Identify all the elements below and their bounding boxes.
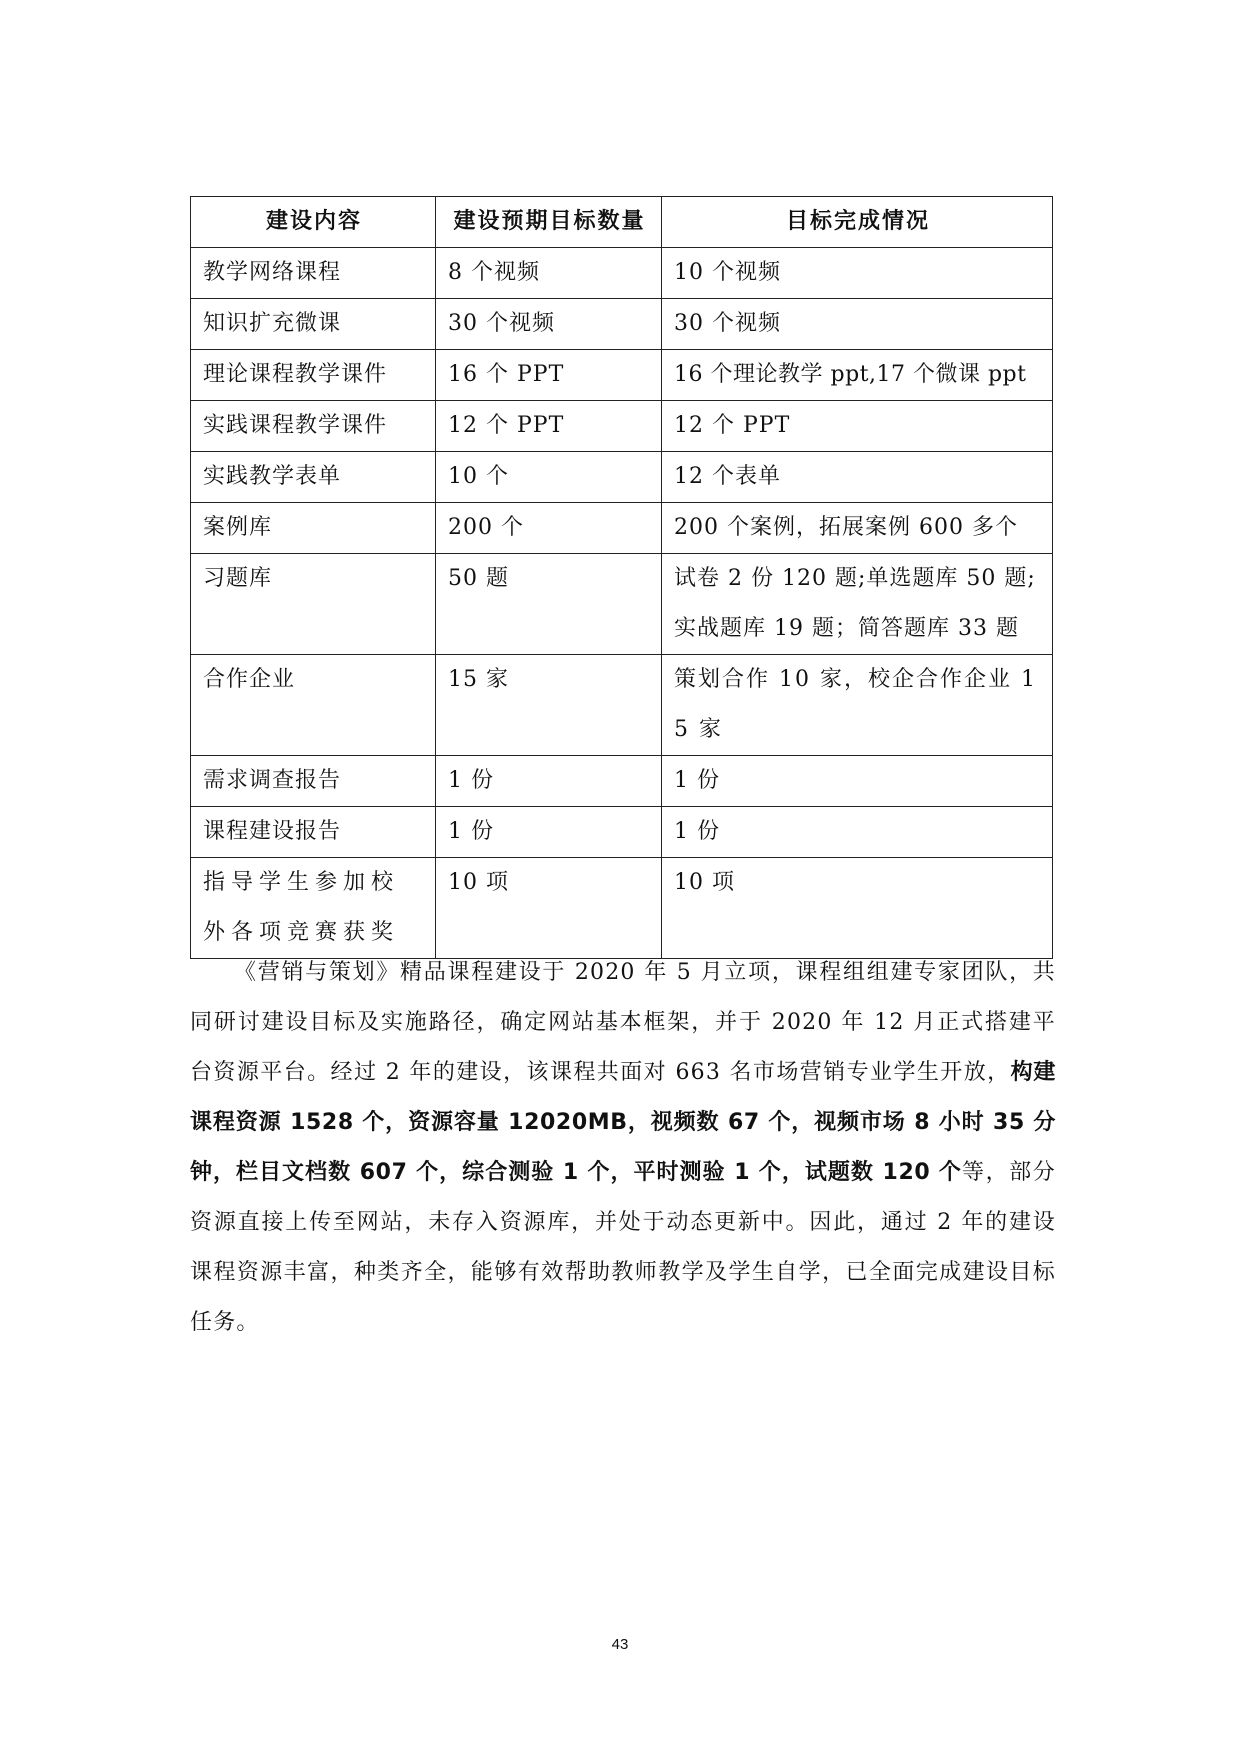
paragraph-text-conclusion: 等，部分资源直接上传至网站，未存入资源库，并处于动态更新中。因此，通过 2 年的建设课程资源丰富，种类齐全，能够有效帮助教师教学及学生自学，已全面完成建设目标任务。 [190, 1160, 1056, 1335]
table-row [191, 350, 1053, 401]
cell-completion: 16 个理论教学 ppt,17 个微课 ppt [662, 350, 1053, 401]
paragraph-text-intro: 《营销与策划》精品课程建设于 2020 年 5 月立项，课程组组建专家团队，共同研讨建设目标及实施路径，确定网站基本框架，并于 2020 年 12 月正式搭建平台资源平台。经过 2 年的建设，该课程共面对 663 名市场营销专业学生开放， [190, 960, 1056, 1085]
cell-completion: 10 项 [662, 858, 1053, 959]
construction-table [190, 196, 1053, 959]
cell-target: 10 项 [436, 858, 662, 959]
header-content: 建设内容 [191, 197, 436, 248]
cell-completion: 1 份 [662, 807, 1053, 858]
table-row [191, 807, 1053, 858]
table-row [191, 554, 1053, 655]
page-number: 43 [611, 1636, 629, 1653]
cell-target: 30 个视频 [436, 299, 662, 350]
table-row [191, 503, 1053, 554]
cell-target: 50 题 [436, 554, 662, 655]
cell-content: 习题库 [191, 554, 436, 655]
summary-paragraph [190, 948, 1056, 1348]
cell-target: 1 份 [436, 807, 662, 858]
cell-completion: 试卷 2 份 120 题;单选题库 50 题;实战题库 19 题；简答题库 33 题 [662, 554, 1053, 655]
cell-content: 需求调查报告 [191, 756, 436, 807]
cell-completion: 1 份 [662, 756, 1053, 807]
table-row [191, 248, 1053, 299]
cell-content: 案例库 [191, 503, 436, 554]
table-row [191, 756, 1053, 807]
cell-target: 10 个 [436, 452, 662, 503]
cell-completion: 策划合作 10 家，校企合作企业 15 家 [662, 655, 1053, 756]
cell-target: 16 个 PPT [436, 350, 662, 401]
cell-content: 教学网络课程 [191, 248, 436, 299]
table-row [191, 299, 1053, 350]
cell-completion: 30 个视频 [662, 299, 1053, 350]
paragraph-bold-stats: 构建课程资源 1528 个，资源容量 12020MB，视频数 67 个，视频市场 8 小时 35 分钟，栏目文档数 607 个，综合测验 1 个，平时测验 1 个，试题数 120 个 [190, 1060, 1057, 1185]
cell-completion: 200 个案例，拓展案例 600 多个 [662, 503, 1053, 554]
header-completion: 目标完成情况 [662, 197, 1053, 248]
table-row [191, 858, 1053, 959]
cell-completion: 12 个表单 [662, 452, 1053, 503]
table-header-row [191, 197, 1053, 248]
cell-target: 200 个 [436, 503, 662, 554]
table-row [191, 655, 1053, 756]
cell-content: 指导学生参加校外各项竞赛获奖 [191, 858, 436, 959]
cell-content: 理论课程教学课件 [191, 350, 436, 401]
table-row [191, 401, 1053, 452]
cell-completion: 12 个 PPT [662, 401, 1053, 452]
cell-content: 实践课程教学课件 [191, 401, 436, 452]
header-target: 建设预期目标数量 [436, 197, 662, 248]
table-row [191, 452, 1053, 503]
cell-target: 1 份 [436, 756, 662, 807]
cell-target: 12 个 PPT [436, 401, 662, 452]
cell-content: 知识扩充微课 [191, 299, 436, 350]
cell-target: 8 个视频 [436, 248, 662, 299]
cell-completion: 10 个视频 [662, 248, 1053, 299]
cell-target: 15 家 [436, 655, 662, 756]
cell-content: 课程建设报告 [191, 807, 436, 858]
cell-content: 合作企业 [191, 655, 436, 756]
cell-content: 实践教学表单 [191, 452, 436, 503]
